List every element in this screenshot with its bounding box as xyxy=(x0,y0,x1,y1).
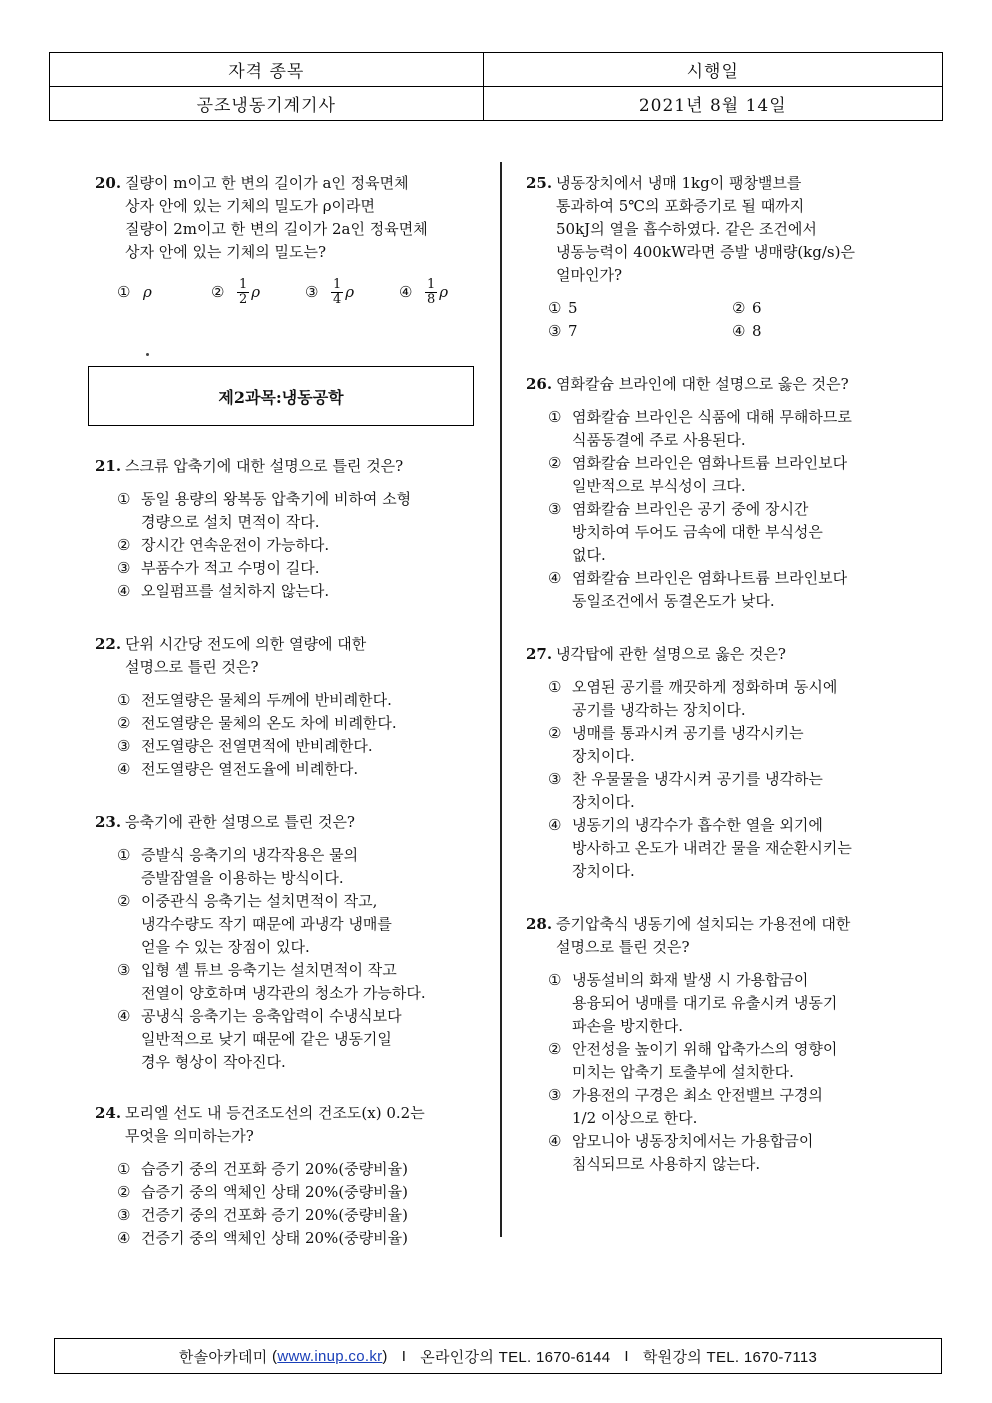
question-number: 23. xyxy=(95,813,122,831)
option-text: 8 xyxy=(752,322,762,340)
question-text: 통과하여 5℃의 포화증기로 될 때까지 xyxy=(556,197,805,215)
option-1[interactable] xyxy=(526,676,916,722)
option-text: 입형 셸 튜브 응축기는 설치면적이 작고 xyxy=(141,961,397,979)
header-date-label: 시행일 xyxy=(483,53,942,87)
option-text: 증발식 응축기의 냉각작용은 물의 xyxy=(141,846,359,864)
option-mark: ④ xyxy=(117,760,131,778)
option-mark: ③ xyxy=(117,1206,131,1224)
question-text: 냉각탑에 관한 설명으로 옳은 것은? xyxy=(556,645,786,663)
question-25 xyxy=(526,172,916,343)
option-text: 가용전의 구경은 최소 안전밸브 구경의 xyxy=(572,1086,823,1104)
question-21 xyxy=(95,455,495,603)
question-text: 질량이 2m이고 한 변의 길이가 2a인 정육면체 xyxy=(125,220,428,238)
option-text: 5 xyxy=(568,299,578,317)
denominator: 2 xyxy=(239,292,248,307)
option-mark: ③ xyxy=(117,559,131,577)
option-text: 동일 용량의 왕복동 압축기에 비하여 소형 xyxy=(141,490,412,508)
option-text: 전열이 양호하며 냉각관의 청소가 가능하다. xyxy=(141,984,426,1002)
option-text: 습증기 중의 액체인 상태 20%(중량비율) xyxy=(141,1183,408,1201)
question-number: 24. xyxy=(95,1104,122,1122)
option-4[interactable] xyxy=(95,1005,495,1074)
option-3[interactable] xyxy=(95,557,495,580)
option-text: 오일펌프를 설치하지 않는다. xyxy=(141,582,330,600)
option-3[interactable] xyxy=(526,1084,916,1130)
option-text: 장치이다. xyxy=(572,862,635,880)
option-3[interactable] xyxy=(95,735,495,758)
question-text: 냉동장치에서 냉매 1kg이 팽창밸브를 xyxy=(556,174,802,192)
separator: I xyxy=(401,1347,407,1365)
option-1[interactable] xyxy=(95,844,495,890)
option-2[interactable] xyxy=(95,534,495,557)
option-mark: ① xyxy=(117,691,131,709)
option-text: 미치는 압축기 토출부에 설치한다. xyxy=(572,1063,794,1081)
answer-options xyxy=(95,844,495,1074)
option-text: 공냉식 응축기는 응축압력이 수냉식보다 xyxy=(141,1007,402,1025)
option-text: 경우 형상이 작아진다. xyxy=(141,1053,286,1071)
option-mark: ① xyxy=(117,283,131,301)
option-text: 동일조건에서 동결온도가 낮다. xyxy=(572,592,775,610)
website-link[interactable]: www.inup.co.kr xyxy=(277,1347,383,1365)
option-text: 파손을 방지한다. xyxy=(572,1017,683,1035)
option-text: 일반적으로 부식성이 크다. xyxy=(572,477,746,495)
question-26 xyxy=(526,373,916,613)
question-text: 응축기에 관한 설명으로 틀린 것은? xyxy=(125,813,355,831)
option-mark: ③ xyxy=(548,1086,562,1104)
option-mark: ② xyxy=(548,1040,562,1058)
option-1[interactable] xyxy=(548,297,732,320)
online-phone: 온라인강의 TEL. 1670-6144 xyxy=(420,1348,611,1366)
option-text: 없다. xyxy=(572,546,606,564)
question-text: 증기압축식 냉동기에 설치되는 가용전에 대한 xyxy=(556,915,851,933)
option-2[interactable] xyxy=(95,890,495,959)
denominator: 4 xyxy=(333,292,342,307)
option-text: 냉동기의 냉각수가 흡수한 열을 외기에 xyxy=(572,816,823,834)
fraction xyxy=(237,278,249,307)
option-mark: ④ xyxy=(117,1229,131,1247)
option-symbol: ρ xyxy=(251,283,261,301)
section-title: 제2과목:냉동공학 xyxy=(88,366,474,426)
option-text: 얻을 수 있는 장점이 있다. xyxy=(141,938,310,956)
offline-phone: 학원강의 TEL. 1670-7113 xyxy=(642,1348,818,1366)
option-text: 전도열량은 물체의 두께에 반비례한다. xyxy=(141,691,392,709)
option-text: 방사하고 온도가 내려간 물을 재순환시키는 xyxy=(572,839,852,857)
question-number: 27. xyxy=(526,645,553,663)
option-mark: ① xyxy=(117,490,131,508)
option-text: 염화칼슘 브라인은 염화나트륨 브라인보다 xyxy=(572,569,848,587)
question-24 xyxy=(95,1102,495,1250)
option-2[interactable] xyxy=(95,1181,495,1204)
option-mark: ④ xyxy=(548,1132,562,1150)
numerator: 1 xyxy=(333,277,342,292)
academy-name: 한솔아카데미 xyxy=(178,1348,268,1366)
option-2[interactable] xyxy=(732,297,916,320)
option-text: 6 xyxy=(752,299,762,317)
separator: I xyxy=(624,1347,629,1365)
question-28 xyxy=(526,913,916,1176)
option-text: 이중관식 응축기는 설치면적이 작고, xyxy=(141,892,378,910)
option-text: 일반적으로 낮기 때문에 같은 냉동기일 xyxy=(141,1030,392,1048)
option-text: 냉각수량도 작기 때문에 과냉각 냉매를 xyxy=(141,915,392,933)
option-4[interactable] xyxy=(526,1130,916,1176)
left-column xyxy=(95,170,495,1250)
option-text: 냉동설비의 화재 발생 시 가용합금이 xyxy=(572,971,809,989)
option-text: 냉매를 통과시켜 공기를 냉각시키는 xyxy=(572,724,804,742)
option-mark: ① xyxy=(117,846,131,864)
answer-options xyxy=(526,406,916,613)
fraction xyxy=(331,278,343,307)
footer-bar xyxy=(54,1338,942,1374)
question-text: 설명으로 틀린 것은? xyxy=(556,938,690,956)
denominator: 8 xyxy=(427,292,436,307)
option-text: 찬 우물물을 냉각시켜 공기를 냉각하는 xyxy=(572,770,823,788)
option-2[interactable] xyxy=(95,712,495,735)
option-3[interactable] xyxy=(95,959,495,1005)
option-symbol: ρ xyxy=(439,283,449,301)
option-text: 습증기 중의 건포화 증기 20%(중량비율) xyxy=(141,1160,408,1178)
option-text: 7 xyxy=(568,322,578,340)
option-1[interactable] xyxy=(526,406,916,452)
answer-options xyxy=(95,488,495,603)
option-text: 장시간 연속운전이 가능하다. xyxy=(141,536,330,554)
column-divider xyxy=(500,162,502,1237)
question-text: 염화칼슘 브라인에 대한 설명으로 옳은 것은? xyxy=(556,375,849,393)
option-1[interactable] xyxy=(95,1158,495,1181)
option-text: 부품수가 적고 수명이 길다. xyxy=(141,559,320,577)
option-3[interactable] xyxy=(526,498,916,567)
option-2[interactable] xyxy=(526,452,916,498)
question-number: 25. xyxy=(526,174,553,192)
option-4[interactable] xyxy=(399,278,493,307)
option-mark: ② xyxy=(117,714,131,732)
question-27 xyxy=(526,643,916,883)
option-mark: ③ xyxy=(305,283,319,301)
option-4[interactable] xyxy=(95,580,495,603)
question-number: 28. xyxy=(526,915,553,933)
fraction xyxy=(425,278,437,307)
question-20 xyxy=(95,172,495,307)
question-text: 설명으로 틀린 것은? xyxy=(125,658,259,676)
option-mark: ④ xyxy=(548,569,562,587)
option-mark: ④ xyxy=(548,816,562,834)
answer-options xyxy=(526,676,916,883)
option-mark: ③ xyxy=(548,322,562,340)
option-text: 1/2 이상으로 한다. xyxy=(572,1109,698,1127)
question-number: 21. xyxy=(95,457,122,475)
question-23 xyxy=(95,811,495,1074)
option-2[interactable] xyxy=(526,722,916,768)
option-1[interactable] xyxy=(117,281,211,304)
option-text: 염화칼슘 브라인은 식품에 대해 무해하므로 xyxy=(572,408,852,426)
option-1[interactable] xyxy=(526,969,916,1038)
option-mark: ② xyxy=(548,724,562,742)
option-mark: ② xyxy=(548,454,562,472)
option-text: 경량으로 설치 면적이 작다. xyxy=(141,513,320,531)
option-2[interactable] xyxy=(526,1038,916,1084)
option-mark: ② xyxy=(117,1183,131,1201)
answer-options xyxy=(526,969,916,1176)
question-text: 50kJ의 열을 흡수하였다. 같은 조건에서 xyxy=(556,220,817,238)
option-text: 염화칼슘 브라인은 염화나트륨 브라인보다 xyxy=(572,454,848,472)
answer-options xyxy=(526,297,916,343)
option-3[interactable] xyxy=(95,1204,495,1227)
answer-options xyxy=(95,689,495,781)
paren-close: ) xyxy=(382,1347,388,1365)
option-mark: ③ xyxy=(548,500,562,518)
option-3[interactable] xyxy=(548,320,732,343)
question-text: 질량이 m이고 한 변의 길이가 a인 정육면체 xyxy=(125,174,409,192)
option-3[interactable] xyxy=(305,278,399,307)
option-4[interactable] xyxy=(526,567,916,613)
option-text: 장치이다. xyxy=(572,747,635,765)
option-mark: ④ xyxy=(732,322,746,340)
option-mark: ① xyxy=(548,678,562,696)
question-text: 모리엘 선도 내 등건조도선의 건조도(x) 0.2는 xyxy=(125,1104,425,1122)
option-mark: ③ xyxy=(117,737,131,755)
option-4[interactable] xyxy=(526,814,916,883)
option-mark: ③ xyxy=(117,961,131,979)
option-mark: ② xyxy=(117,536,131,554)
answer-options xyxy=(95,1158,495,1250)
option-mark: ② xyxy=(211,283,225,301)
option-1[interactable] xyxy=(95,488,495,534)
option-text: 방치하여 두어도 금속에 대한 부식성은 xyxy=(572,523,823,541)
option-text: 증발잠열을 이용하는 방식이다. xyxy=(141,869,344,887)
header-subject-value: 공조냉동기계기사 xyxy=(50,87,484,121)
answer-options xyxy=(95,278,495,307)
option-mark: ④ xyxy=(117,582,131,600)
option-4[interactable] xyxy=(732,320,916,343)
option-mark: ① xyxy=(548,299,562,317)
question-text: 단위 시간당 전도에 의한 열량에 대한 xyxy=(125,635,367,653)
option-mark: ② xyxy=(117,892,131,910)
header-subject-label: 자격 종목 xyxy=(50,53,484,87)
paren-open: ( xyxy=(267,1347,278,1365)
option-3[interactable] xyxy=(526,768,916,814)
option-mark: ① xyxy=(117,1160,131,1178)
option-text: 오염된 공기를 깨끗하게 정화하며 동시에 xyxy=(572,678,838,696)
option-2[interactable] xyxy=(211,278,305,307)
option-1[interactable] xyxy=(95,689,495,712)
option-text: 공기를 냉각하는 장치이다. xyxy=(572,701,746,719)
option-symbol: ρ xyxy=(143,283,152,301)
question-number: 22. xyxy=(95,635,122,653)
option-text: 식품동결에 주로 사용된다. xyxy=(572,431,746,449)
option-mark: ① xyxy=(548,408,562,426)
option-mark: ④ xyxy=(399,283,413,301)
option-mark: ③ xyxy=(548,770,562,788)
option-text: 암모니아 냉동장치에서는 가용합금이 xyxy=(572,1132,814,1150)
exam-info-table xyxy=(49,52,943,121)
option-text: 장치이다. xyxy=(572,793,635,811)
option-symbol: ρ xyxy=(345,283,355,301)
question-text: 스크류 압축기에 대한 설명으로 틀린 것은? xyxy=(125,457,404,475)
option-mark: ④ xyxy=(117,1007,131,1025)
option-text: 안전성을 높이기 위해 압축가스의 영향이 xyxy=(572,1040,838,1058)
option-text: 용융되어 냉매를 대기로 유출시켜 냉동기 xyxy=(572,994,838,1012)
stray-dot xyxy=(146,353,149,356)
option-text: 전도열량은 전열면적에 반비례한다. xyxy=(141,737,373,755)
header-date-value: 2021년 8월 14일 xyxy=(483,87,942,121)
question-text: 냉동능력이 400kW라면 증발 냉매량(kg/s)은 xyxy=(556,243,855,261)
question-text: 무엇을 의미하는가? xyxy=(125,1127,254,1145)
option-4[interactable] xyxy=(95,1227,495,1250)
question-number: 26. xyxy=(526,375,553,393)
question-text: 상자 안에 있는 기체의 밀도는? xyxy=(125,243,326,261)
option-text: 침식되므로 사용하지 않는다. xyxy=(572,1155,761,1173)
question-text: 상자 안에 있는 기체의 밀도가 ρ이라면 xyxy=(125,197,376,215)
question-22 xyxy=(95,633,495,781)
numerator: 1 xyxy=(239,277,248,292)
right-column xyxy=(526,170,916,1176)
option-mark: ② xyxy=(732,299,746,317)
option-4[interactable] xyxy=(95,758,495,781)
option-text: 염화칼슘 브라인은 공기 중에 장시간 xyxy=(572,500,809,518)
option-text: 건증기 중의 액체인 상태 20%(중량비율) xyxy=(141,1229,408,1247)
option-text: 전도열량은 열전도율에 비례한다. xyxy=(141,760,359,778)
numerator: 1 xyxy=(427,277,436,292)
option-text: 전도열량은 물체의 온도 차에 비례한다. xyxy=(141,714,397,732)
question-text: 얼마인가? xyxy=(556,266,623,284)
option-text: 건증기 중의 건포화 증기 20%(중량비율) xyxy=(141,1206,408,1224)
question-number: 20. xyxy=(95,174,122,192)
option-mark: ① xyxy=(548,971,562,989)
